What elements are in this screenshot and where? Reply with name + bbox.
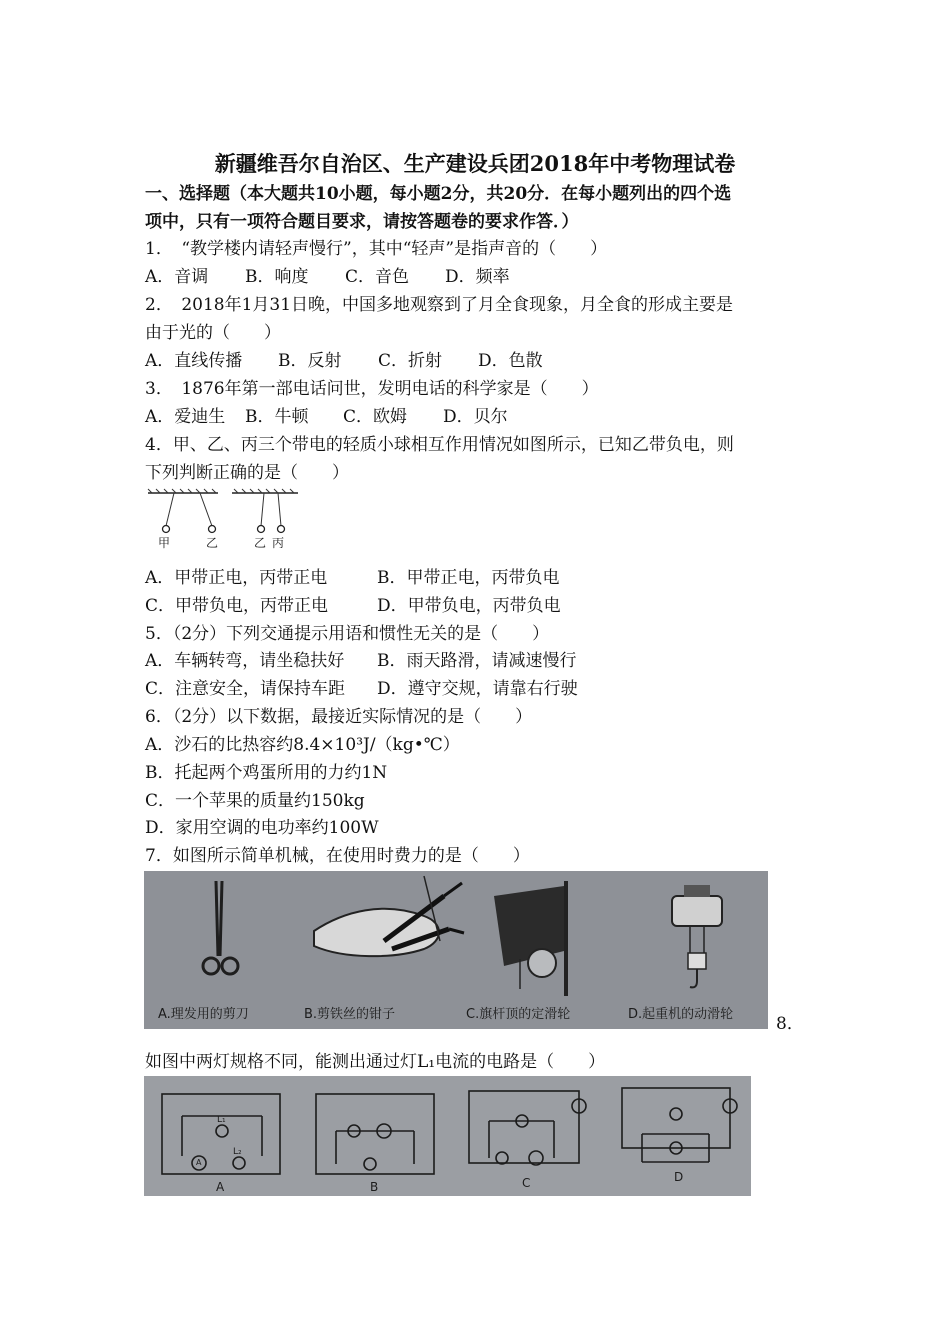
q4-label-yi: 乙 xyxy=(206,536,219,550)
q7-caption-d: D.起重机的动滑轮 xyxy=(628,1007,734,1022)
section-heading-line1: 一、选择题（本大题共10小题，每小题2分，共20分．在每小题列出的四个选 xyxy=(145,184,732,204)
q4-option-c[interactable]: C．甲带负电，丙带正电 xyxy=(145,596,329,616)
q7-caption-c: C.旗杆顶的定滑轮 xyxy=(466,1007,571,1022)
q4-label-jia: 甲 xyxy=(158,536,171,550)
q3-stem: 3． 1876年第一部电话问世，发明电话的科学家是（ ） xyxy=(145,379,599,399)
q5-option-d[interactable]: D．遵守交规，请靠右行驶 xyxy=(377,679,578,699)
q8-label-d: D xyxy=(674,1170,684,1184)
q5-options-row2 xyxy=(145,678,578,700)
q8-circuit-a-lamp1-label: L₁ xyxy=(217,1115,226,1125)
q5-option-a[interactable]: A．车辆转弯，请坐稳扶好 xyxy=(145,651,345,671)
q5-options-row1 xyxy=(145,650,577,672)
q1-stem: 1． “教学楼内请轻声慢行”，其中“轻声”是指声音的（ ） xyxy=(145,239,608,259)
q7-caption-a: A.理发用的剪刀 xyxy=(158,1007,249,1022)
q5-option-b[interactable]: B．雨天路滑，请减速慢行 xyxy=(377,651,577,671)
q4-label-yi-2: 乙 xyxy=(254,536,267,550)
q2-stem-line2: 由于光的（ ） xyxy=(145,323,281,343)
q1-options xyxy=(145,266,510,288)
q8-label-a: A xyxy=(216,1180,225,1194)
q1-option-c[interactable]: C．音色 xyxy=(345,267,410,287)
q3-option-c[interactable]: C．欧姆 xyxy=(343,407,408,427)
q8-circuit-a-lamp2-label: L₂ xyxy=(233,1147,242,1157)
q2-options xyxy=(145,350,543,372)
q4-option-a[interactable]: A．甲带正电，丙带正电 xyxy=(145,568,328,588)
q6-stem: 6．（2分）以下数据，最接近实际情况的是（ ） xyxy=(145,707,533,727)
q4-stem-line2: 下列判断正确的是（ ） xyxy=(145,463,349,483)
q2-stem-line1: 2． 2018年1月31日晚，中国多地观察到了月全食现象，月全食的形成主要是 xyxy=(145,295,734,315)
q4-options-row2 xyxy=(145,595,561,617)
q4-stem-line1: 4．甲、乙、丙三个带电的轻质小球相互作用情况如图所示，已知乙带负电，则 xyxy=(145,435,734,455)
q8-circuit-a-ammeter-label: A xyxy=(196,1158,202,1167)
q2-option-b[interactable]: B．反射 xyxy=(278,351,342,371)
q8-label-c: C xyxy=(522,1176,531,1190)
q4-option-d[interactable]: D．甲带负电，丙带负电 xyxy=(377,596,561,616)
q4-figure xyxy=(146,488,306,554)
q5-option-c[interactable]: C．注意安全，请保持车距 xyxy=(145,679,346,699)
q3-options xyxy=(145,406,508,428)
q4-option-b[interactable]: B．甲带正电，丙带负电 xyxy=(377,568,560,588)
q2-option-c[interactable]: C．折射 xyxy=(378,351,443,371)
q3-option-a[interactable]: A．爱迪生 xyxy=(145,407,226,427)
q7-machines-photo xyxy=(144,871,768,1029)
q6-option-a[interactable]: A．沙石的比热容约8.4×10³J/（kg•℃） xyxy=(145,735,460,755)
q4-label-bing: 丙 xyxy=(272,536,285,550)
q1-option-d[interactable]: D．频率 xyxy=(445,267,510,287)
q2-option-d[interactable]: D．色散 xyxy=(478,351,543,371)
q6-option-b[interactable]: B．托起两个鸡蛋所用的力约1N xyxy=(145,763,388,783)
page-title: 新疆维吾尔自治区、生产建设兵团2018年中考物理试卷 xyxy=(214,151,736,176)
q8-number: 8． xyxy=(776,1014,804,1034)
section-heading-line2: 项中，只有一项符合题目要求，请按答题卷的要求作答．） xyxy=(145,212,579,232)
q2-option-a[interactable]: A．直线传播 xyxy=(145,351,243,371)
q8-label-b: B xyxy=(370,1180,379,1194)
q3-option-d[interactable]: D．贝尔 xyxy=(443,407,508,427)
q6-option-c[interactable]: C．一个苹果的质量约150kg xyxy=(145,791,365,811)
q3-option-b[interactable]: B．牛顿 xyxy=(245,407,309,427)
circuit-diagrams xyxy=(144,1076,751,1196)
q7-caption-b: B.剪铁丝的钳子 xyxy=(304,1007,396,1022)
q4-options-row1 xyxy=(145,567,560,589)
q1-option-a[interactable]: A．音调 xyxy=(145,267,209,287)
q8-circuits-photo xyxy=(144,1076,751,1196)
q5-stem: 5．（2分）下列交通提示用语和惯性无关的是（ ） xyxy=(145,624,550,644)
q7-stem: 7．如图所示简单机械，在使用时费力的是（ ） xyxy=(145,846,530,866)
q1-option-b[interactable]: B．响度 xyxy=(245,267,309,287)
q6-option-d[interactable]: D．家用空调的电功率约100W xyxy=(145,818,379,838)
q8-stem: 如图中两灯规格不同，能测出通过灯L₁电流的电路是（ ） xyxy=(145,1052,606,1072)
